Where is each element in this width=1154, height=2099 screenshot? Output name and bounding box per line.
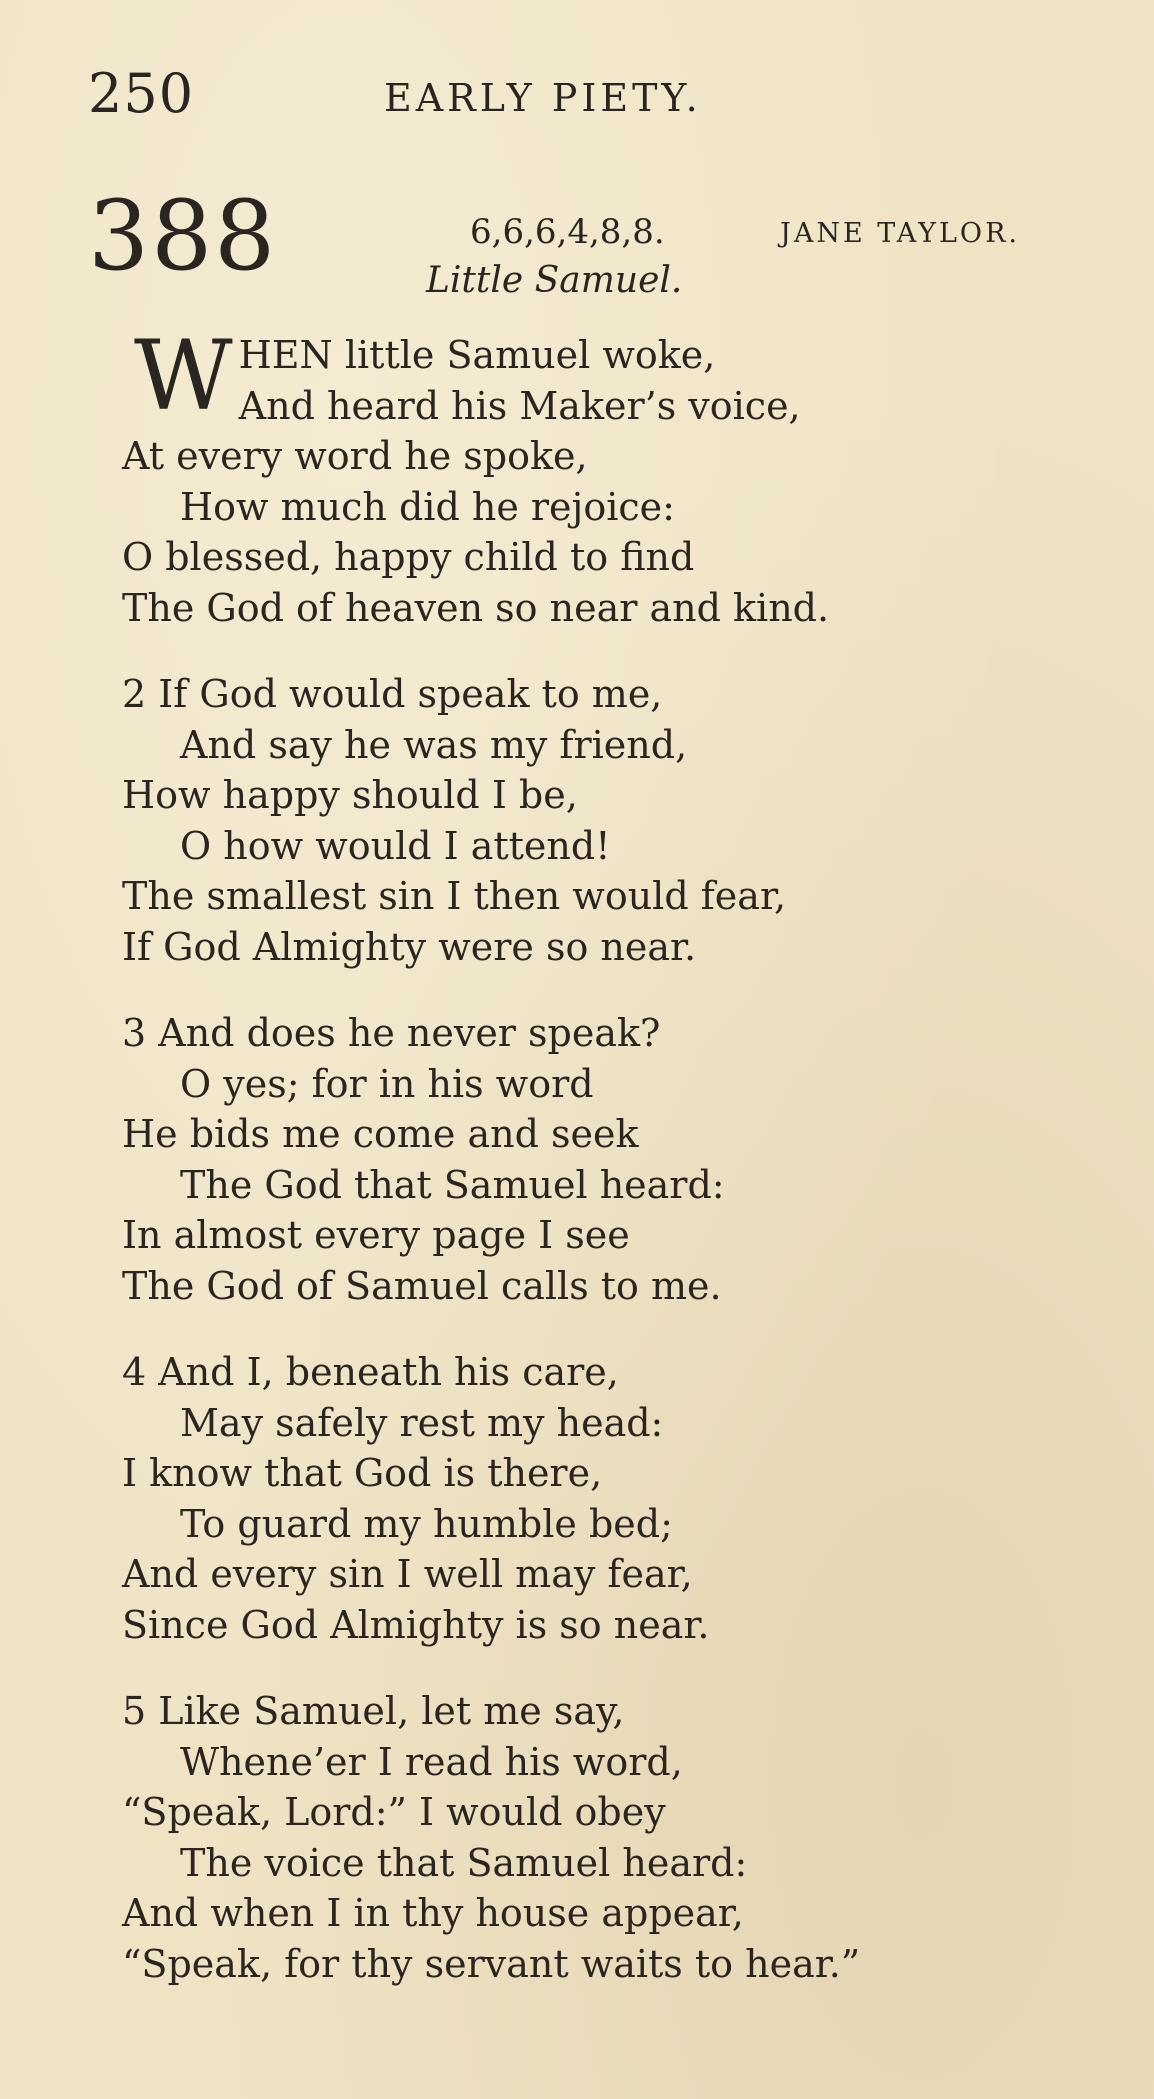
- stanza-line: 4 And I, beneath his care,: [122, 1350, 619, 1394]
- running-head: [88, 62, 1088, 132]
- stanza-line: He bids me come and seek: [122, 1112, 639, 1156]
- stanza-line: “Speak, for thy servant waits to hear.”: [122, 1941, 861, 1986]
- stanza-line: HEN little Samuel woke,: [238, 333, 716, 377]
- stanza-line: The God of heaven so near and kind.: [122, 585, 830, 630]
- stanza-line: In almost every page I see: [122, 1213, 630, 1257]
- stanza-line: May safely rest my head:: [180, 1400, 664, 1445]
- stanza-line: O blessed, happy child to find: [122, 535, 695, 579]
- stanza-1: [122, 320, 1082, 633]
- drop-cap: W: [134, 320, 233, 432]
- running-title: EARLY PIETY.: [384, 76, 702, 120]
- stanza-line: “Speak, Lord:” I would obey: [122, 1790, 666, 1834]
- stanza-line: How much did he rejoice:: [180, 484, 675, 529]
- stanza-line: The smallest sin I then would fear,: [122, 874, 787, 918]
- stanza-line: O how would I attend!: [180, 823, 611, 868]
- stanza-line: And when I in thy house appear,: [122, 1891, 744, 1935]
- stanza-5: [122, 1686, 1082, 1989]
- stanza-line: 3 And does he never speak?: [122, 1011, 661, 1055]
- hymn-author: JANE TAYLOR.: [780, 218, 1020, 249]
- stanza-line: The voice that Samuel heard:: [180, 1840, 748, 1885]
- hymn-meter: 6,6,6,4,8,8.: [470, 212, 665, 252]
- stanza-line: And say he was my friend,: [180, 722, 688, 767]
- stanza-line: 5 Like Samuel, let me say,: [122, 1689, 625, 1733]
- stanza-line: O yes; for in his word: [180, 1061, 594, 1106]
- stanza-line: And heard his Maker’s voice,: [238, 383, 801, 428]
- stanza-line: And every sin I well may fear,: [122, 1552, 693, 1596]
- stanza-line: The God that Samuel heard:: [180, 1162, 725, 1207]
- stanza-line: How happy should I be,: [122, 773, 578, 817]
- stanza-line: To guard my humble bed;: [180, 1501, 673, 1546]
- stanza-line: If God Almighty were so near.: [122, 924, 697, 969]
- stanza-line: The God of Samuel calls to me.: [122, 1263, 722, 1308]
- stanza-3: [122, 1008, 1082, 1311]
- stanza-line: Since God Almighty is so near.: [122, 1602, 710, 1647]
- hymn-title: Little Samuel.: [426, 260, 683, 301]
- hymn-text: [122, 320, 1082, 2025]
- opening-lines: [122, 320, 1082, 432]
- hymn-number: 388: [88, 180, 278, 292]
- stanza-2: [122, 669, 1082, 972]
- stanza-4: [122, 1347, 1082, 1650]
- stanza-line: Whene’er I read his word,: [180, 1739, 683, 1784]
- stanza-line: I know that God is there,: [122, 1451, 603, 1495]
- hymn-header: [88, 180, 1088, 310]
- stanza-line: 2 If God would speak to me,: [122, 672, 663, 716]
- stanza-line: At every word he spoke,: [122, 434, 588, 478]
- page-number: 250: [88, 62, 195, 125]
